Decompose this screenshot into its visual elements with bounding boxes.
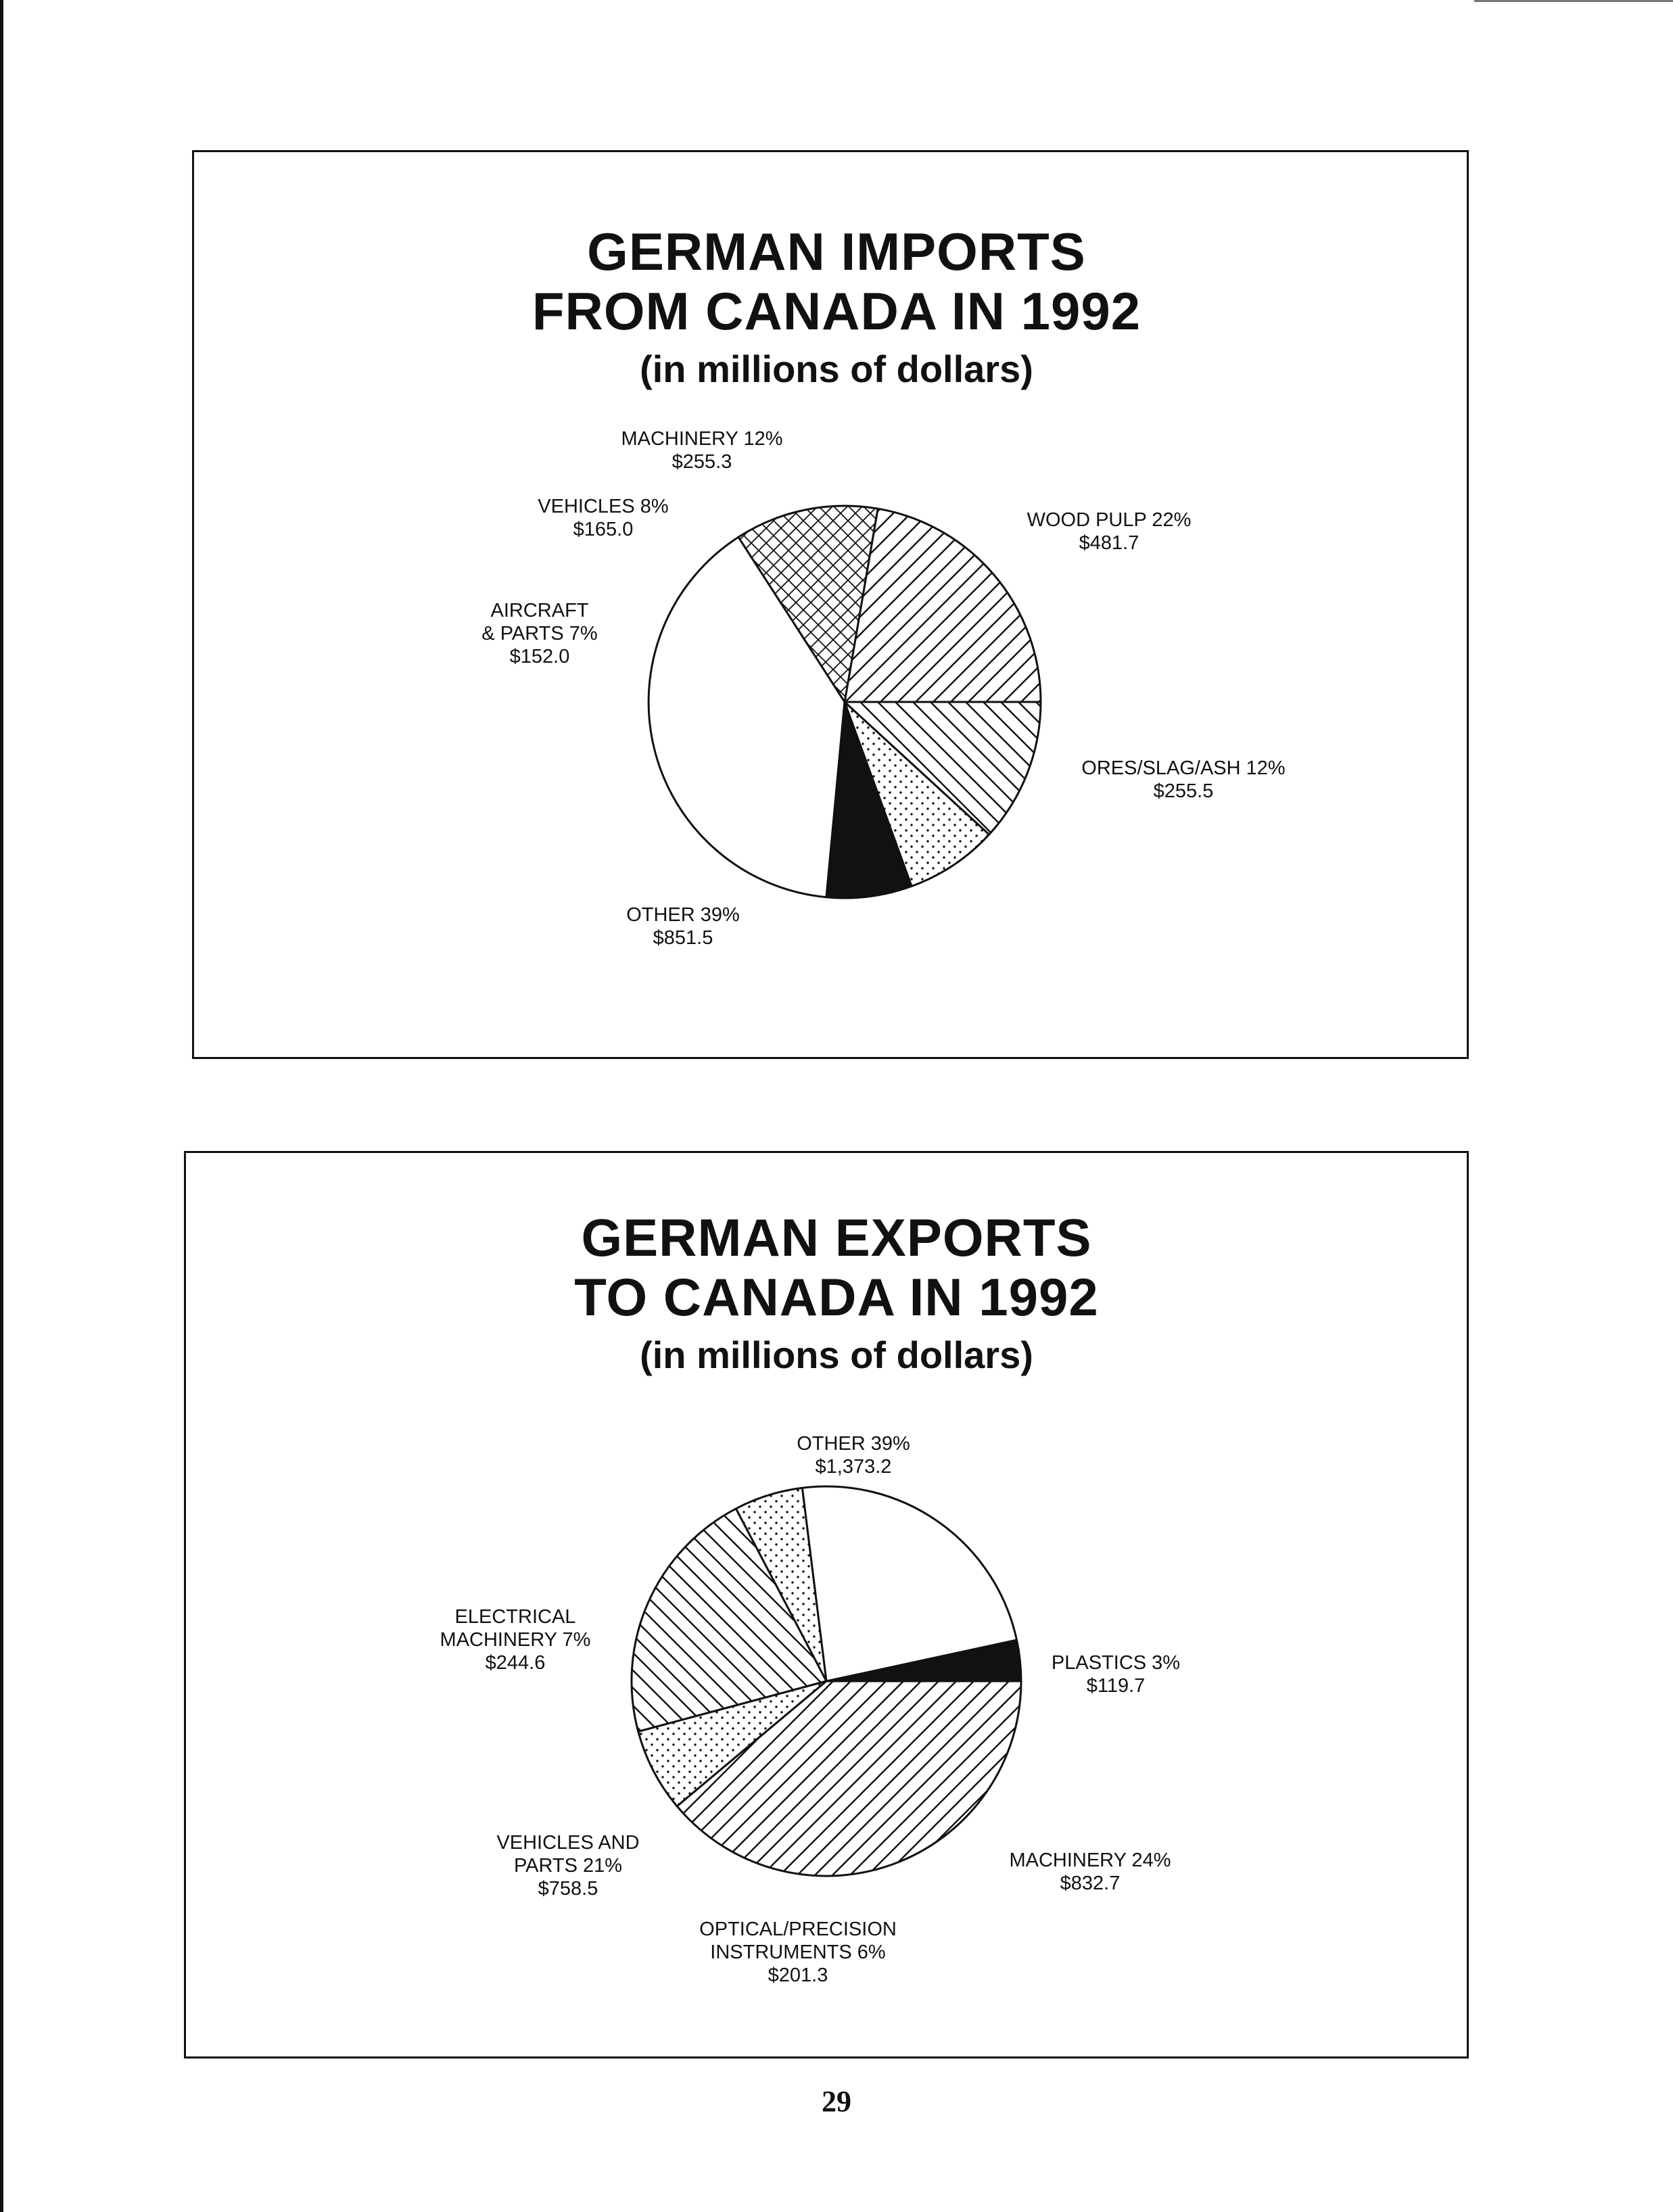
exports-chart-subtitle: (in millions of dollars) bbox=[640, 1334, 1033, 1376]
slice-label-plastics: PLASTICS 3% $119.7 bbox=[1051, 1652, 1181, 1697]
slice-label-ores-slag-ash: ORES/SLAG/ASH 12% $255.5 bbox=[1081, 757, 1286, 802]
slice-label-other: OTHER 39% $851.5 bbox=[626, 904, 740, 949]
slice-label-wood-pulp: WOOD PULP 22% $481.7 bbox=[1027, 509, 1192, 554]
page-number: 29 bbox=[822, 2085, 851, 2118]
imports-chart-title-line2: FROM CANADA IN 1992 bbox=[532, 281, 1141, 341]
slice-label-other: OTHER 39% $1,373.2 bbox=[797, 1433, 910, 1478]
slice-label-optical-precision-instruments: OPTICAL/PRECISION INSTRUMENTS 6% $201.3 bbox=[699, 1919, 897, 1986]
imports-chart-title-line1: GERMAN IMPORTS bbox=[587, 222, 1086, 281]
exports-chart-title-line2: TO CANADA IN 1992 bbox=[574, 1267, 1099, 1327]
slice-label-aircraft-parts: AIRCRAFT & PARTS 7% $152.0 bbox=[481, 600, 598, 667]
slice-label-electrical-machinery: ELECTRICAL MACHINERY 7% $244.6 bbox=[440, 1606, 591, 1674]
slice-label-machinery: MACHINERY 24% $832.7 bbox=[1009, 1850, 1171, 1894]
slice-label-vehicles-and-parts: VEHICLES AND PARTS 21% $758.5 bbox=[496, 1832, 640, 1900]
slice-label-vehicles: VEHICLES 8% $165.0 bbox=[538, 496, 669, 540]
exports-chart-title-line1: GERMAN EXPORTS bbox=[581, 1208, 1092, 1267]
imports-chart-subtitle: (in millions of dollars) bbox=[640, 348, 1033, 390]
slice-label-machinery: MACHINERY 12% $255.3 bbox=[621, 428, 783, 473]
